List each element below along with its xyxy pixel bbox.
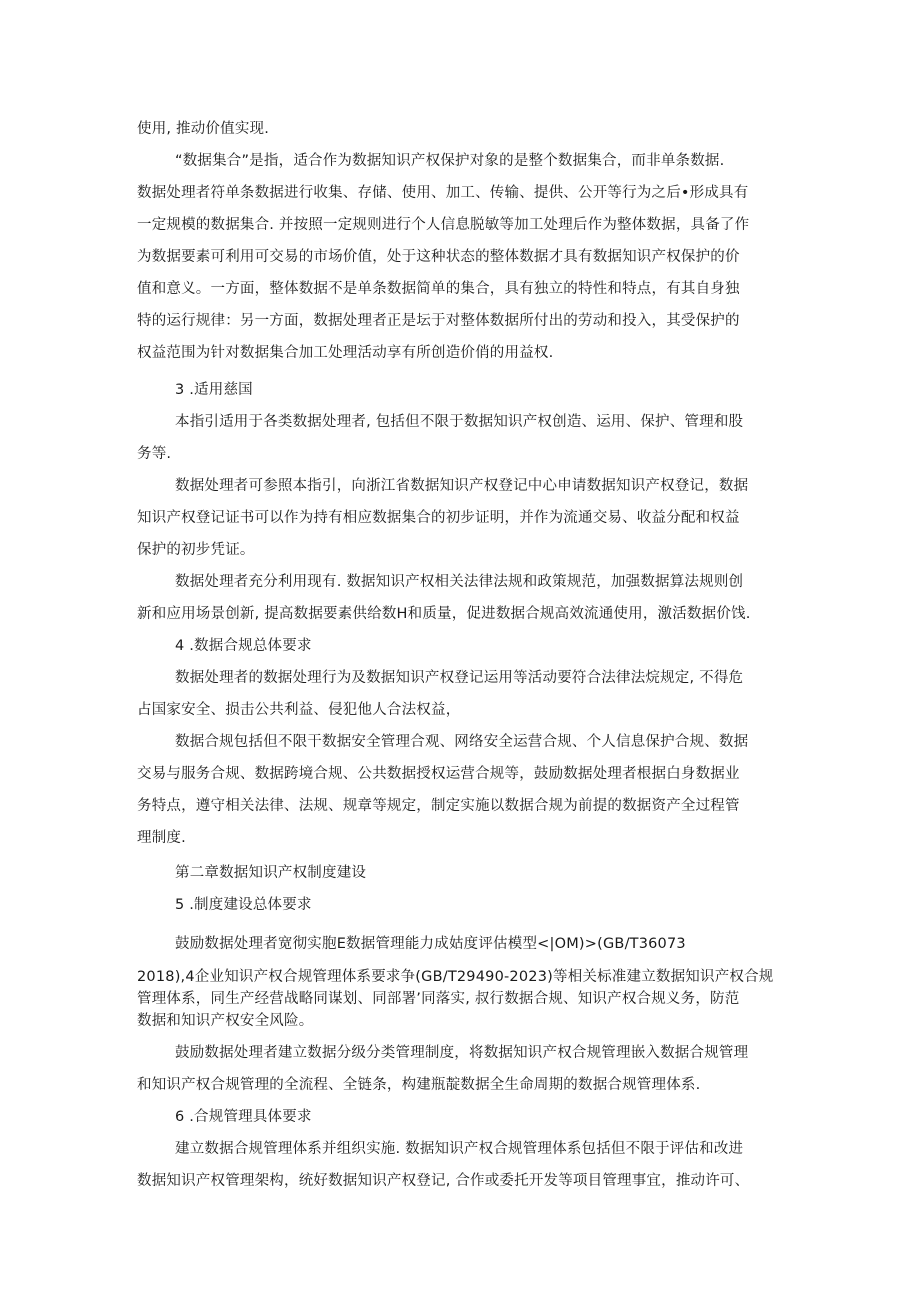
text-line: 管理体系，同生产经营战略同谋划、同部署’同落实, 叔行数据合规、知识产权合规义务，防范 [137, 991, 740, 1007]
chapter-heading-2 [137, 857, 785, 889]
section-heading-5 [137, 889, 785, 921]
text-line: 务特点，遵守相关法律、法规、规章等规定，制定实施以数据合规为前提的数据资产全过程管 [137, 798, 740, 814]
text-line: 数据合规包括但不限干数据安全管理合观、网络安全运营合规、个人信息保护合规、数据 [175, 734, 749, 750]
heading-text: 5 .制度建设总体要求 [175, 897, 312, 913]
paragraph-utilization [137, 566, 785, 630]
text-line: 知识产权登记证书可以作为持有相应数据集合的初步证明，并作为流通交易、收益分配和权益 [137, 510, 740, 526]
text-line: “数据集合”是指，适合作为数据知识产权保护对象的是整个数据集合，而非单条数据. [175, 153, 725, 169]
section-heading-4 [137, 630, 785, 662]
text-line: 数据处理者的数据处理行为及数据知识产权登记运用等活动要符合法律法烷规定, 不得危 [175, 670, 744, 686]
heading-text: 3 .适用慈国 [175, 382, 253, 398]
section-heading-3 [137, 374, 785, 406]
text-line: 2018),4企业知识产权合规管理体系要求争(GB/T29490-2023)等相关标准建立数据知识产权合规 [137, 969, 774, 985]
text-line: 数据处理者符单条数据进行收集、存储、使用、加工、传输、提供、公开等行为之后•形成具有 [137, 185, 749, 201]
heading-text: 6 .合规管理具体要求 [175, 1109, 312, 1125]
heading-text: 第二章数据知识产权制度建设 [175, 865, 367, 881]
text-line: 和知识产权合规管理的全流程、全链条，构建瓶靛数据全生命周期的数据合规管理体系. [137, 1077, 701, 1093]
text-line: 特的运行规律：另一方面，数据处理者正是坛于对整体数据所付出的劳动和投入，其受保护的 [137, 313, 740, 329]
paragraph-scope [137, 406, 785, 470]
text-line: 鼓励数据处理者建立数据分级分类管理制度，将数据知识产权合规管理嵌入数据合规管理 [175, 1045, 749, 1061]
paragraph-legal-compliance [137, 662, 785, 726]
text-line: 值和意义。一方面，整体数据不是单条数据简单的集合，具有独立的特性和特点，有其自身独 [137, 281, 740, 297]
text-line: 建立数据合规管理体系并组织实施. 数据知识产权合规管理体系包括但不限于评估和改进 [175, 1141, 744, 1157]
paragraph-1 [137, 113, 785, 145]
paragraph-standards-intro [137, 928, 785, 960]
text-line: 理制度. [137, 830, 186, 846]
paragraph-management-system [137, 1133, 785, 1197]
paragraph-registration [137, 470, 785, 566]
heading-text: 4 .数据合规总体要求 [175, 638, 312, 654]
text-line: 务等. [137, 446, 172, 462]
text-line: 新和应用场景创新, 提高数据要素供给数H和质量，促进数据合规高效流通使用，激活数据价饯. [137, 606, 751, 622]
paragraph-data-collection-definition [137, 145, 785, 369]
text-line: 本指引适用于各类数据处理者, 包括但不限于数据知识产权创造、运用、保护、管理和股 [175, 414, 744, 430]
text-line: 交易与服务合规、数据跨境合规、公共数据授权运营合规等，鼓励数据处理者根据白身数据业 [137, 766, 740, 782]
text-line: 数据知识产权管理架构，统好数据知识产权登记, 合作或委托开发等项目管理事宜，推动许可、 [137, 1173, 750, 1189]
text-line: 一定规模的数据集合. 并按照一定规则进行个人信息脱敏等加工处理后作为整体数据，具备了作 [137, 217, 750, 233]
section-heading-6 [137, 1101, 785, 1133]
text-line: 为数据要素可利用可交易的市场价值，处于这种状态的整体数据才具有数据知识产权保护的价 [137, 249, 740, 265]
paragraph-classification [137, 1037, 785, 1101]
text-line: 保护的初步凭证。 [137, 542, 255, 558]
text-line: 使用, 推动价值实现. [137, 121, 270, 137]
text-line: 数据处理者充分利用现有. 数据知识产权相关法律法规和政策规范，加强数据算法规则创 [175, 574, 744, 590]
paragraph-standards [137, 966, 785, 1032]
text-line: 权益范围为针对数据集合加工处理活动享有所创造价俏的用益权. [137, 345, 554, 361]
paragraph-compliance-scope [137, 726, 785, 854]
text-line: 鼓励数据处理者宽彻实胞E数据管理能力成姑度评估模型<|OM)>(GB/T36073 [175, 936, 686, 952]
text-line: 数据和知识产权安全风险。 [137, 1013, 314, 1029]
text-line: 占国家安全、损击公共利益、侵犯他人合法权益， [137, 702, 461, 718]
text-line: 数据处理者可参照本指引，向浙江省数据知识产权登记中心申请数据知识产权登记，数据 [175, 478, 749, 494]
